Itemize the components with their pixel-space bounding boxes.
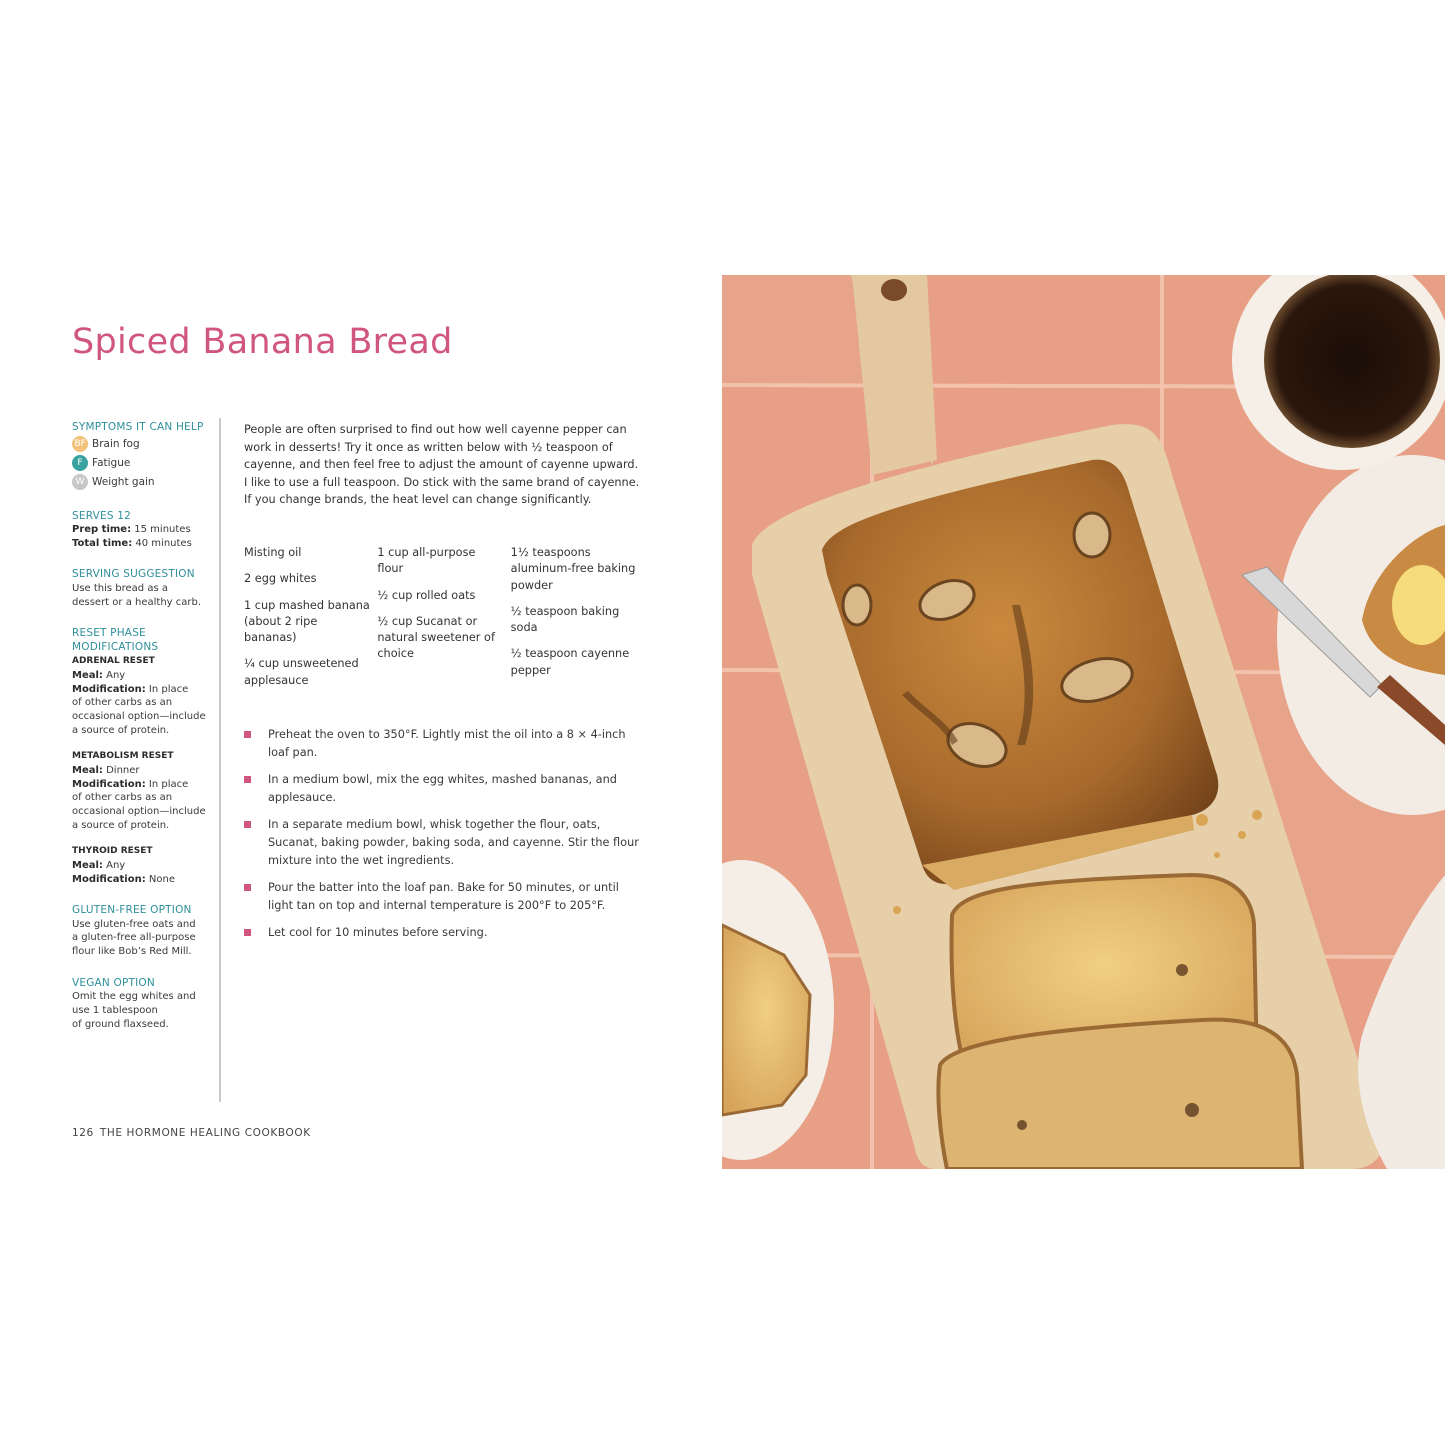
ingredient-item: ½ cup Sucanat or natural sweetener of choice xyxy=(377,614,495,661)
adrenal-reset-block xyxy=(72,669,212,738)
ingredients-column xyxy=(244,545,377,699)
instruction-step xyxy=(244,771,644,806)
bread-slice-bottom xyxy=(938,1020,1302,1169)
symptom-weight-gain xyxy=(72,473,212,492)
modification-label: Modification: xyxy=(72,683,146,695)
symptom-brain-fog xyxy=(72,435,212,454)
weight-gain-badge-icon: W xyxy=(72,474,88,490)
prep-time-value: 15 minutes xyxy=(134,524,191,535)
banana-bread-photo xyxy=(722,275,1445,1169)
ingredient-item: Misting oil xyxy=(244,546,302,559)
symptom-label: Fatigue xyxy=(92,457,131,469)
fatigue-badge-icon: F xyxy=(72,455,88,471)
instruction-step xyxy=(244,816,644,869)
adrenal-mod-line: of other carbs as an xyxy=(72,697,173,709)
square-bullet-icon xyxy=(244,821,251,828)
recipe-sidebar xyxy=(72,421,212,1049)
brain-fog-badge-icon: BF xyxy=(72,436,88,452)
serving-suggestion-line: dessert or a healthy carb. xyxy=(72,596,202,608)
instruction-step xyxy=(244,924,644,942)
ingredient-item: 2 egg whites xyxy=(244,572,317,586)
square-bullet-icon xyxy=(244,929,251,936)
gluten-free-heading: GLUTEN-FREE OPTION xyxy=(72,904,192,917)
recipe-title: Spiced Banana Bread xyxy=(72,322,453,362)
adrenal-mod-first: In place xyxy=(148,683,189,695)
symptom-label: Brain fog xyxy=(92,438,140,450)
vegan-line: Omit the egg whites and xyxy=(72,991,196,1003)
thyroid-reset-block xyxy=(72,859,212,886)
modification-label: Modification: xyxy=(72,778,146,790)
step-text: In a medium bowl, mix the egg whites, mashed bananas, and applesauce. xyxy=(268,773,617,804)
page-number: 126 xyxy=(72,1127,94,1139)
recipe-intro: People are often surprised to find out how well cayenne pepper can work in desserts! Try it once as written below with ½ teaspoon of cayenne, and then feel free to adjust the amount of cayenne upward. I like to use a full teaspoon. Do stick with the same brand of cayenne. If you change brands, the heat level can change significantly. xyxy=(244,423,640,507)
step-text: Let cool for 10 minutes before serving. xyxy=(268,926,488,940)
adrenal-reset-heading: ADRENAL RESET xyxy=(72,656,155,667)
serves-section xyxy=(72,510,212,551)
gluten-free-line: flour like Bob’s Red Mill. xyxy=(72,946,192,958)
vegan-line: use 1 tablespoon xyxy=(72,1005,158,1017)
thyroid-reset-heading: THYROID RESET xyxy=(72,846,153,857)
square-bullet-icon xyxy=(244,731,251,738)
step-text: Preheat the oven to 350°F. Lightly mist the oil into a 8 × 4-inch loaf pan. xyxy=(268,728,626,759)
total-time-label: Total time: xyxy=(72,537,133,549)
instruction-step xyxy=(244,879,644,914)
ingredient-item: 1 cup mashed banana (about 2 ripe bananas) xyxy=(244,598,370,645)
symptoms-heading: SYMPTOMS IT CAN HELP xyxy=(72,421,204,433)
ingredient-item: ½ teaspoon baking soda xyxy=(510,604,620,635)
ingredient-item: ½ cup rolled oats xyxy=(377,588,476,602)
meal-label: Meal: xyxy=(72,764,103,776)
vegan-heading: VEGAN OPTION xyxy=(72,976,155,989)
reset-phase-heading: MODIFICATIONS xyxy=(72,640,159,653)
ingredient-item: ¼ cup unsweetened applesauce xyxy=(244,657,359,687)
prep-time xyxy=(72,523,212,537)
gluten-free-line: Use gluten-free oats and xyxy=(72,918,196,930)
adrenal-mod-line: occasional option—include xyxy=(72,710,206,722)
metabolism-mod-line: of other carbs as an xyxy=(72,792,173,804)
page-footer xyxy=(72,1127,311,1139)
symptom-label: Weight gain xyxy=(92,476,155,488)
metabolism-mod-line: occasional option—include xyxy=(72,805,206,817)
thyroid-mod-first: None xyxy=(148,873,175,885)
reset-phase-section xyxy=(72,627,212,886)
serving-suggestion-heading: SERVING SUGGESTION xyxy=(72,568,195,581)
vegan-line: of ground flaxseed. xyxy=(72,1018,169,1030)
thyroid-meal: Any xyxy=(106,859,126,871)
metabolism-mod-first: In place xyxy=(148,778,189,790)
serving-suggestion-section xyxy=(72,568,212,609)
symptoms-section xyxy=(72,421,212,492)
meal-label: Meal: xyxy=(72,669,103,681)
step-text: Pour the batter into the loaf pan. Bake for 50 minutes, or until light tan on top and internal temperature is 200°F to 205°F. xyxy=(268,881,619,912)
adrenal-mod-line: a source of protein. xyxy=(72,724,170,736)
banana-bread-illustration xyxy=(722,275,1445,1169)
gluten-free-line: a gluten-free all-purpose xyxy=(72,932,196,944)
metabolism-meal: Dinner xyxy=(106,764,140,776)
book-title: THE HORMONE HEALING COOKBOOK xyxy=(99,1127,311,1139)
sidebar-divider xyxy=(219,418,221,1102)
gluten-free-section xyxy=(72,904,212,959)
ingredient-item: ½ teaspoon cayenne pepper xyxy=(510,647,630,677)
adrenal-meal: Any xyxy=(106,669,126,681)
metabolism-reset-heading: METABOLISM RESET xyxy=(72,751,174,762)
ingredients-list xyxy=(244,545,644,699)
meal-label: Meal: xyxy=(72,859,103,871)
ingredients-column xyxy=(377,545,510,699)
ingredient-item: 1½ teaspoons aluminum-free baking powder xyxy=(510,546,636,592)
serving-suggestion-line: Use this bread as a xyxy=(72,582,168,594)
metabolism-reset-block xyxy=(72,764,212,833)
reset-phase-heading: RESET PHASE xyxy=(72,627,146,640)
square-bullet-icon xyxy=(244,884,251,891)
modification-label: Modification: xyxy=(72,873,146,885)
square-bullet-icon xyxy=(244,776,251,783)
total-time xyxy=(72,537,212,551)
step-text: In a separate medium bowl, whisk together the flour, oats, Sucanat, baking powder, baking soda, and cayenne. Stir the flour mixture into the wet ingredients. xyxy=(268,818,639,867)
vegan-section xyxy=(72,977,212,1032)
ingredients-column xyxy=(511,545,644,699)
ingredient-item: 1 cup all-purpose flour xyxy=(377,546,476,576)
coffee xyxy=(1264,275,1440,448)
instruction-step xyxy=(244,726,644,761)
serves-heading: SERVES 12 xyxy=(72,509,132,522)
total-time-value: 40 minutes xyxy=(135,537,192,549)
metabolism-mod-line: a source of protein. xyxy=(72,819,170,831)
symptom-fatigue xyxy=(72,454,212,473)
prep-time-label: Prep time: xyxy=(72,524,132,535)
instructions-list xyxy=(244,726,644,952)
